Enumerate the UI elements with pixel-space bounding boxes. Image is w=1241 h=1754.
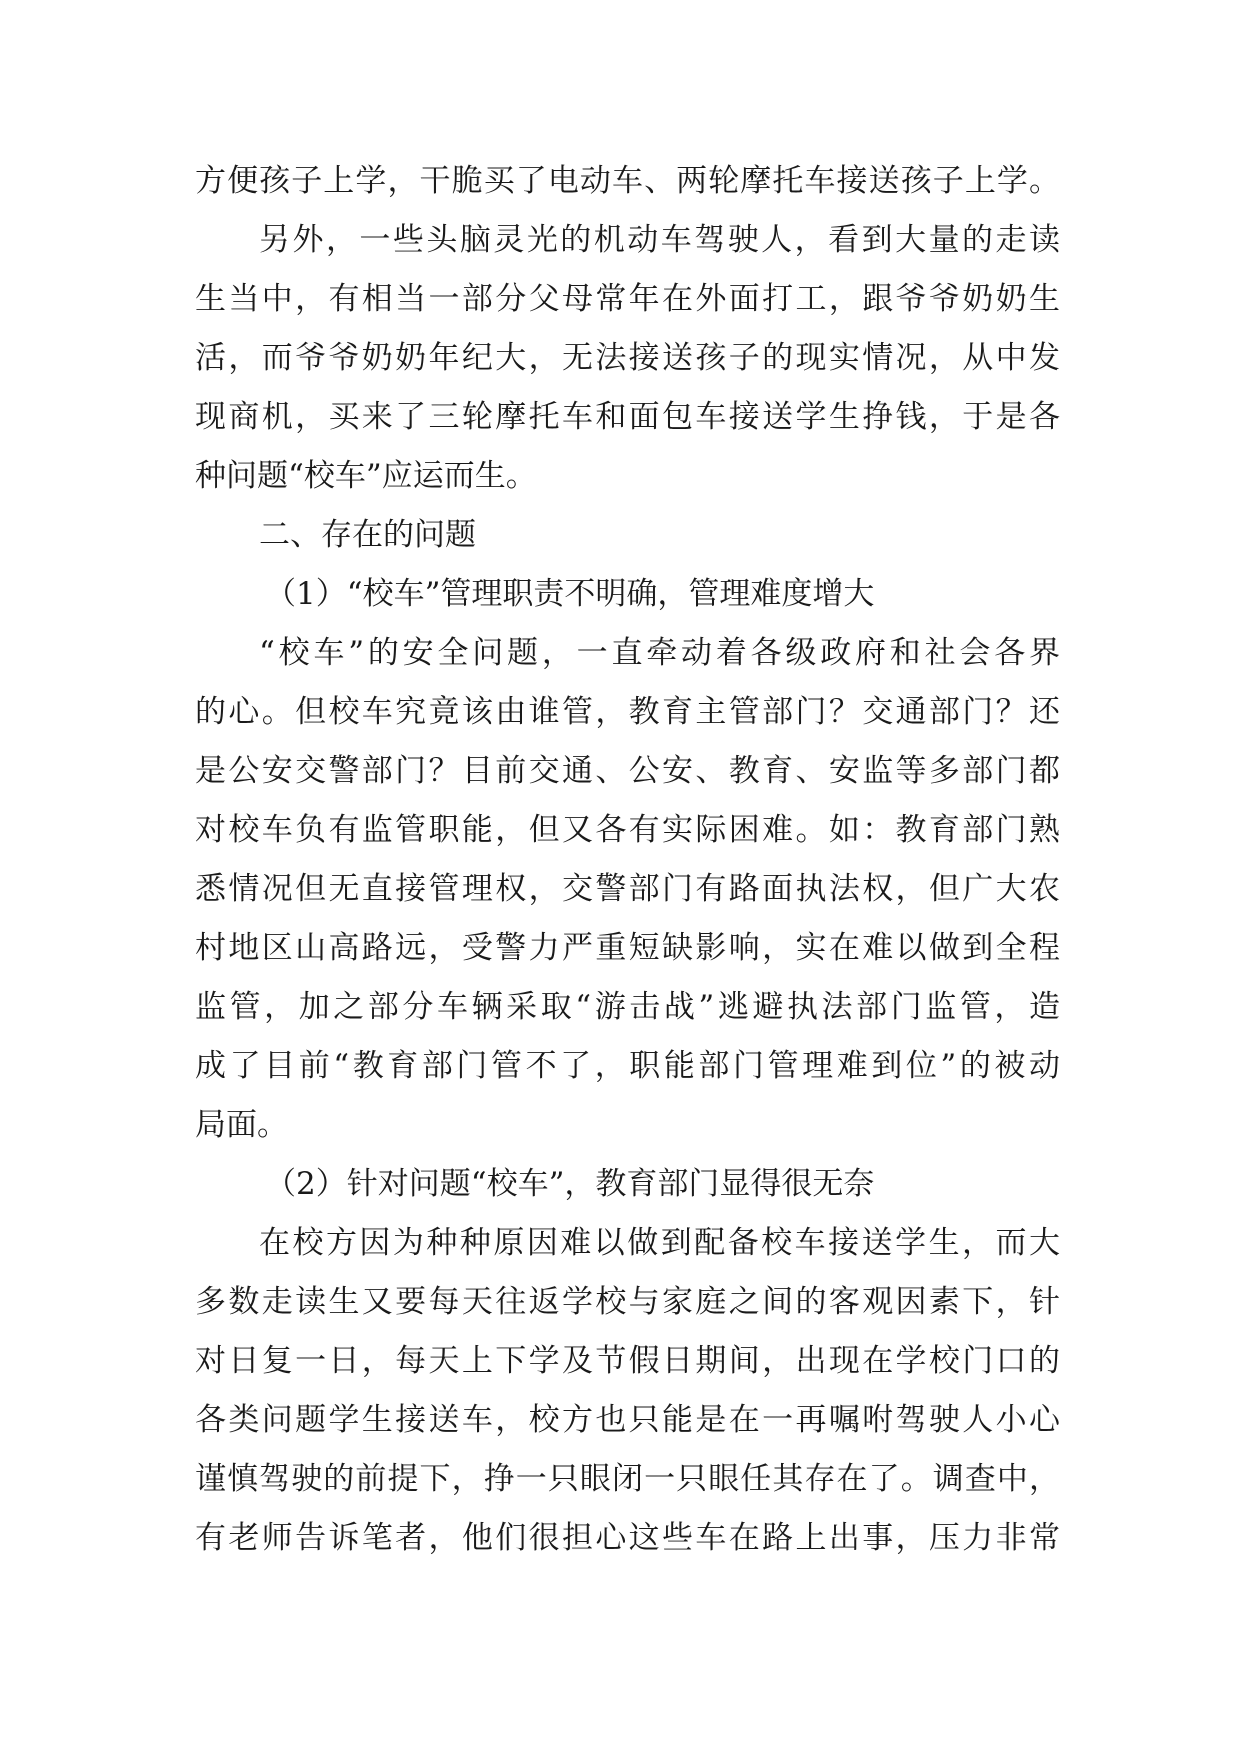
paragraph-line: 成了目前“教育部门管不了，职能部门管理难到位”的被动 (195, 1048, 1060, 1084)
paragraph-line: 悉情况但无直接管理权，交警部门有路面执法权，但广大农 (195, 871, 1060, 907)
paragraph-line: 谨慎驾驶的前提下，挣一只眼闭一只眼任其存在了。调查中， (195, 1461, 1060, 1497)
paragraph-line: 方便孩子上学，干脆买了电动车、两轮摩托车接送孩子上学。 (195, 163, 1060, 199)
paragraph-line: 多数走读生又要每天往返学校与家庭之间的客观因素下，针 (195, 1284, 1060, 1320)
paragraph-line: 是公安交警部门？目前交通、公安、教育、安监等多部门都 (195, 753, 1060, 789)
paragraph-line: 局面。 (195, 1107, 288, 1143)
paragraph-line: 另外，一些头脑灵光的机动车驾驶人，看到大量的走读 (259, 222, 1060, 258)
paragraph-line: “校车”的安全问题，一直牵动着各级政府和社会各界 (259, 635, 1060, 671)
paragraph-line: 村地区山高路远，受警力严重短缺影响，实在难以做到全程 (195, 930, 1060, 966)
section-heading: 二、存在的问题 (259, 517, 476, 553)
paragraph-line: 现商机，买来了三轮摩托车和面包车接送学生挣钱，于是各 (195, 399, 1060, 435)
paragraph-line: 对校车负有监管职能，但又各有实际困难。如：教育部门熟 (195, 812, 1060, 848)
subsection-heading: （1）“校车”管理职责不明确，管理难度增大 (265, 576, 875, 612)
paragraph-line: 监管，加之部分车辆采取“游击战”逃避执法部门监管，造 (195, 989, 1060, 1025)
paragraph-line: 生当中，有相当一部分父母常年在外面打工，跟爷爷奶奶生 (195, 281, 1060, 317)
paragraph-line: 的心。但校车究竟该由谁管，教育主管部门？交通部门？还 (195, 694, 1060, 730)
paragraph-line: 种问题“校车”应运而生。 (195, 458, 537, 494)
paragraph-line: 有老师告诉笔者，他们很担心这些车在路上出事，压力非常 (195, 1520, 1060, 1556)
paragraph-line: 在校方因为种种原因难以做到配备校车接送学生，而大 (259, 1225, 1060, 1261)
paragraph-line: 对日复一日，每天上下学及节假日期间，出现在学校门口的 (195, 1343, 1060, 1379)
subsection-heading: （2）针对问题“校车”，教育部门显得很无奈 (265, 1166, 875, 1202)
document-body (195, 152, 1060, 1568)
paragraph-line: 活，而爷爷奶奶年纪大，无法接送孩子的现实情况，从中发 (195, 340, 1060, 376)
paragraph-line: 各类问题学生接送车，校方也只能是在一再嘱咐驾驶人小心 (195, 1402, 1060, 1438)
